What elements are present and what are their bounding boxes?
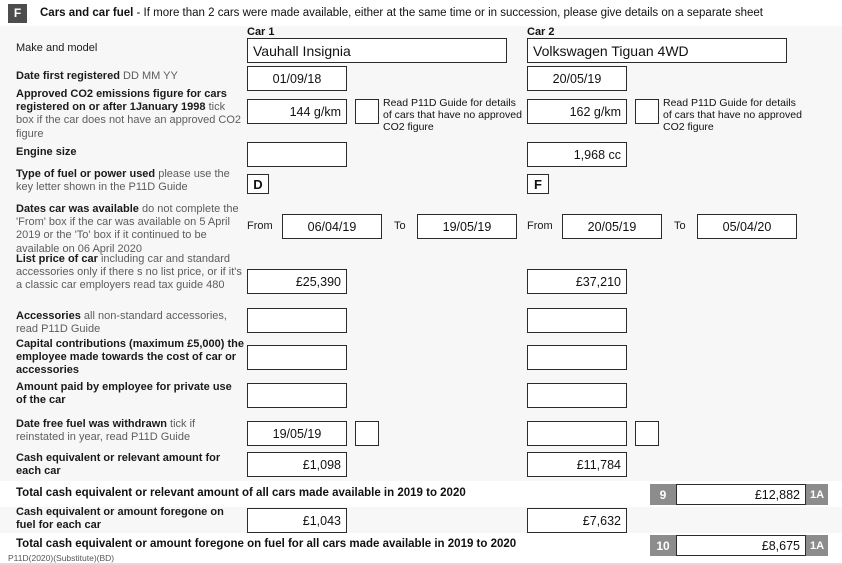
input-car2-engine-size[interactable]: 1,968 cc xyxy=(527,142,627,167)
input-car1-free-fuel-withdrawn[interactable]: 19/05/19 xyxy=(247,421,347,446)
label-accessories-bold: Accessories xyxy=(16,310,81,322)
input-car2-capital-contributions[interactable] xyxy=(527,345,627,370)
section-header xyxy=(0,0,842,26)
label-capital-contributions xyxy=(16,338,244,378)
input-car2-cash-equivalent[interactable]: £11,784 xyxy=(527,452,627,477)
input-car1-fuel-cash-equivalent[interactable]: £1,043 xyxy=(247,508,347,533)
section-letter-badge: F xyxy=(8,4,27,23)
label-make-and-model: Make and model xyxy=(16,42,98,54)
label-engine-size-bold: Engine size xyxy=(16,146,77,158)
total-fuel-label: Total cash equivalent or amount foregone on fuel for all cars made available in 2019 to 2020 xyxy=(16,538,517,550)
label-engine-size xyxy=(16,146,244,159)
total-cars-band xyxy=(0,481,842,507)
label-car2-from: From xyxy=(527,220,553,232)
form-footer-code: P11D(2020)(Substitute)(BD) xyxy=(8,553,115,563)
input-car1-capital-contributions[interactable] xyxy=(247,345,347,370)
label-fuel-cash-equivalent-each-car xyxy=(16,506,244,532)
input-car2-co2[interactable]: 162 g/km xyxy=(527,99,627,124)
input-car2-accessories[interactable] xyxy=(527,308,627,333)
label-free-fuel-withdrawn-bold: Date free fuel was withdrawn xyxy=(16,418,167,430)
label-free-fuel-withdrawn xyxy=(16,418,244,444)
total-fuel-band xyxy=(0,533,842,565)
input-car1-co2[interactable]: 144 g/km xyxy=(247,99,347,124)
label-list-price-hint: including car and standard accessories only if there s no list price, or if it's a classic car employers read tax guide 480 xyxy=(16,253,242,292)
input-car1-amount-paid-private-use[interactable] xyxy=(247,383,347,408)
label-amount-paid-private-use xyxy=(16,381,244,407)
input-car2-make-model[interactable]: Volkswagen Tiguan 4WD xyxy=(527,38,787,63)
label-fuel-cash-equivalent-each-car-bold: Cash equivalent or amount foregone on fuel for each car xyxy=(16,506,224,532)
total-cars-box-number: 9 xyxy=(650,484,676,505)
label-cash-equivalent-each-car-bold: Cash equivalent or relevant amount for each car xyxy=(16,452,221,478)
column-header-car2: Car 2 xyxy=(527,26,555,38)
label-free-fuel-withdrawn-hint: tick if reinstated in year, read P11D Guide xyxy=(16,418,196,444)
label-date-first-registered xyxy=(16,70,244,83)
label-list-price xyxy=(16,253,244,293)
input-car2-fuel-type[interactable]: F xyxy=(527,174,549,194)
section-title-bold: Cars and car fuel xyxy=(40,7,134,19)
total-fuel-section-tag: 1A xyxy=(806,535,828,556)
total-fuel-box-number: 10 xyxy=(650,535,676,556)
label-cash-equivalent-each-car xyxy=(16,452,244,478)
label-date-first-registered-bold: Date first registered xyxy=(16,70,120,82)
input-car2-available-to[interactable]: 05/04/20 xyxy=(697,214,797,239)
label-date-first-registered-hint: DD MM YY xyxy=(123,70,178,82)
input-car2-available-from[interactable]: 20/05/19 xyxy=(562,214,662,239)
guide-note-car1: Read P11D Guide for details of cars that have no approved CO2 figure xyxy=(383,97,522,133)
input-car1-make-model[interactable]: Vauhall Insignia xyxy=(247,38,507,63)
input-car1-available-from[interactable]: 06/04/19 xyxy=(282,214,382,239)
input-car1-cash-equivalent[interactable]: £1,098 xyxy=(247,452,347,477)
guide-note-car2: Read P11D Guide for details of cars that have no approved CO2 figure xyxy=(663,97,802,133)
input-total-cars-value[interactable]: £12,882 xyxy=(676,484,806,505)
label-amount-paid-private-use-bold: Amount paid by employee for private use of the car xyxy=(16,381,232,407)
total-cars-value-group xyxy=(650,484,828,505)
checkbox-car1-no-approved-co2[interactable] xyxy=(355,99,379,124)
input-car1-accessories[interactable] xyxy=(247,308,347,333)
input-car2-free-fuel-withdrawn[interactable] xyxy=(527,421,627,446)
checkbox-car2-no-approved-co2[interactable] xyxy=(635,99,659,124)
input-car1-fuel-type[interactable]: D xyxy=(247,174,269,194)
label-car2-to: To xyxy=(674,220,686,232)
label-capital-contributions-bold: Capital contributions (maximum £5,000) the employee made towards the cost of car or accessories xyxy=(16,338,244,377)
label-co2-emissions xyxy=(16,88,244,141)
input-car2-fuel-cash-equivalent[interactable]: £7,632 xyxy=(527,508,627,533)
label-dates-available xyxy=(16,203,244,256)
label-car1-to: To xyxy=(394,220,406,232)
input-car2-date-first-registered[interactable]: 20/05/19 xyxy=(527,66,627,91)
label-dates-available-bold: Dates car was available xyxy=(16,203,139,215)
input-car1-date-first-registered[interactable]: 01/09/18 xyxy=(247,66,347,91)
label-fuel-type-bold: Type of fuel or power used xyxy=(16,168,156,180)
checkbox-car2-fuel-reinstated[interactable] xyxy=(635,421,659,446)
input-car2-amount-paid-private-use[interactable] xyxy=(527,383,627,408)
label-accessories xyxy=(16,310,244,336)
label-co2-hint: tick box if the car does not have an approved CO2 figure xyxy=(16,101,242,140)
input-car2-list-price[interactable]: £37,210 xyxy=(527,269,627,294)
label-dates-available-hint: do not complete the 'From' box if the car was available on 5 April 2019 or the 'To' box if it continued to be available on 06 April 2020 xyxy=(16,203,239,255)
section-title-rest: - If more than 2 cars were made available, either at the same time or in succession, please give details on a separate sheet xyxy=(136,7,763,19)
total-cars-section-tag: 1A xyxy=(806,484,828,505)
section-title xyxy=(40,7,763,19)
input-car1-available-to[interactable]: 19/05/19 xyxy=(417,214,517,239)
label-co2-bold: Approved CO2 emissions figure for cars registered on or after 1January 1998 xyxy=(16,88,227,114)
input-car1-engine-size[interactable] xyxy=(247,142,347,167)
checkbox-car1-fuel-reinstated[interactable] xyxy=(355,421,379,446)
column-header-car1: Car 1 xyxy=(247,26,275,38)
label-car1-from: From xyxy=(247,220,273,232)
label-fuel-type xyxy=(16,168,244,194)
label-fuel-type-hint: please use the key letter shown in the P11D Guide xyxy=(16,168,230,194)
label-list-price-bold: List price of car xyxy=(16,253,98,265)
input-car1-list-price[interactable]: £25,390 xyxy=(247,269,347,294)
total-cars-label: Total cash equivalent or relevant amount of all cars made available in 2019 to 2020 xyxy=(16,487,466,499)
input-total-fuel-value[interactable]: £8,675 xyxy=(676,535,806,556)
label-accessories-hint: all non-standard accessories, read P11D Guide xyxy=(16,310,227,336)
total-fuel-value-group xyxy=(650,535,828,556)
